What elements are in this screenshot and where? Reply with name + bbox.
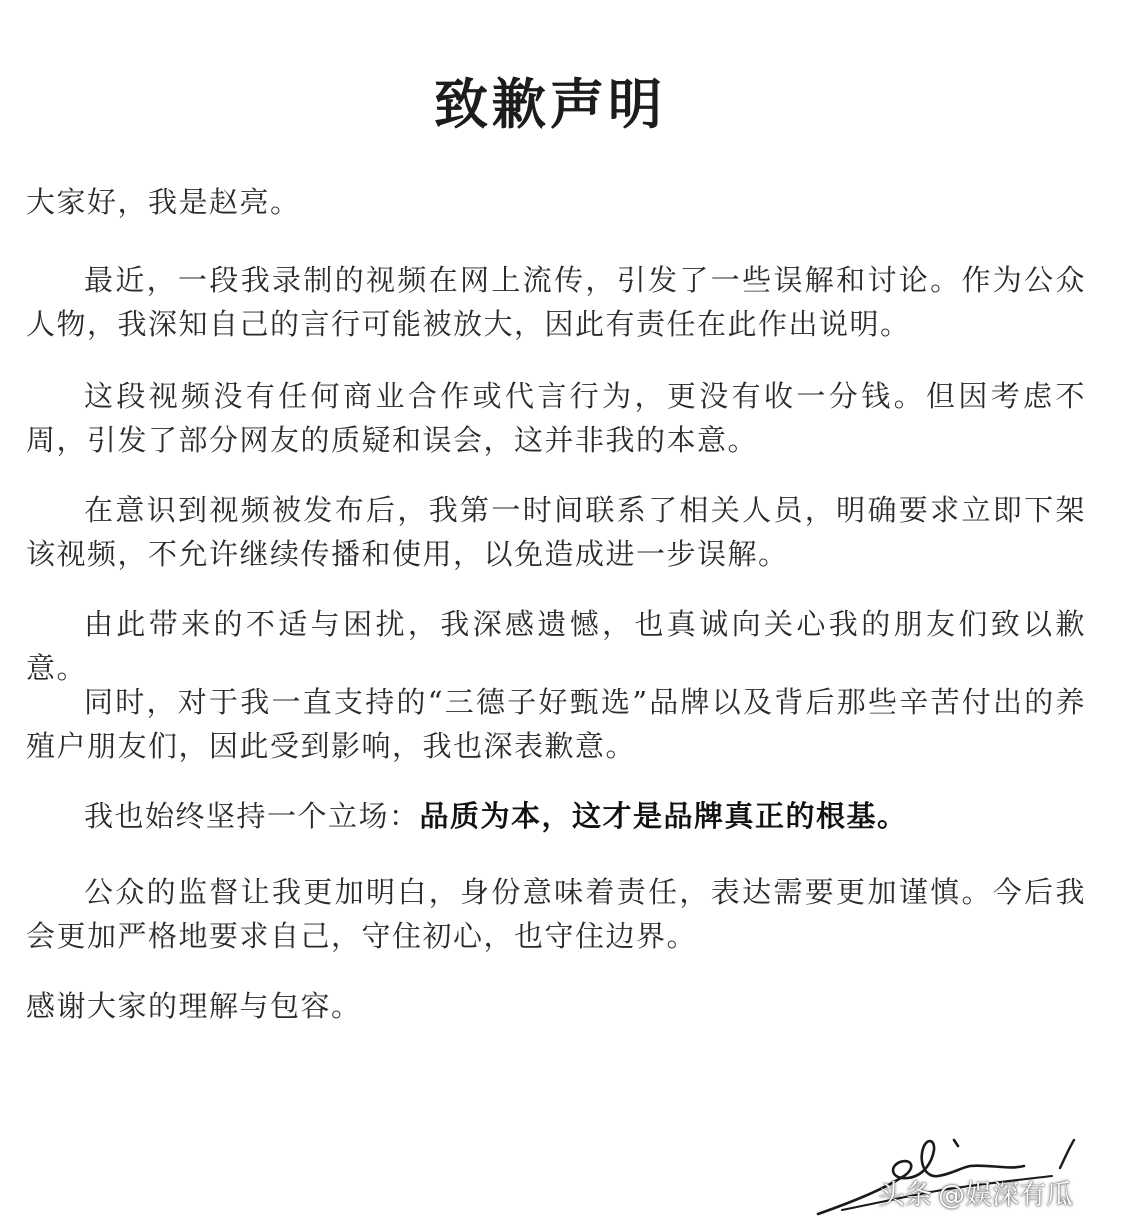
stance-emphasis: 品质为本，这才是品牌真正的根基。 (419, 799, 908, 833)
document-title: 致歉声明 (434, 73, 666, 136)
paragraph-no-endorsement: 这段视频没有任何商业合作或代言行为，更没有收一分钱。但因考虑不周，引发了部分网友的质疑和误会，这并非我的本意。 (26, 379, 1086, 457)
paragraph-stance (26, 794, 1086, 838)
paragraph-commitment: 公众的监督让我更加明白，身份意味着责任，表达需要更加谨慎。今后我会更加严格地要求自己，守住初心，也守住边界。 (26, 875, 1086, 953)
greeting-line: 大家好，我是赵亮。 (26, 185, 301, 219)
stance-lead: 我也始终坚持一个立场： (84, 799, 420, 833)
thanks-line: 感谢大家的理解与包容。 (26, 989, 362, 1023)
paragraph-regret: 由此带来的不适与困扰，我深感遗憾，也真诚向关心我的朋友们致以歉意。 (26, 607, 1086, 685)
watermark-handle: @娱深有瓜 (938, 1179, 1073, 1211)
paragraph-takedown: 在意识到视频被发布后，我第一时间联系了相关人员，明确要求立即下架该视频，不允许继续传播和使用，以免造成进一步误解。 (26, 493, 1086, 571)
watermark-platform: 头条 (878, 1179, 932, 1211)
platform-watermark (878, 1170, 1077, 1214)
paragraph-context: 最近，一段我录制的视频在网上流传，引发了一些误解和讨论。作为公众人物，我深知自己的言行可能被放大，因此有责任在此作出说明。 (26, 263, 1086, 341)
paragraph-brand-apology: 同时，对于我一直支持的“三德子好甄选”品牌以及背后那些辛苦付出的养殖户朋友们，因此受到影响，我也深表歉意。 (26, 685, 1086, 763)
